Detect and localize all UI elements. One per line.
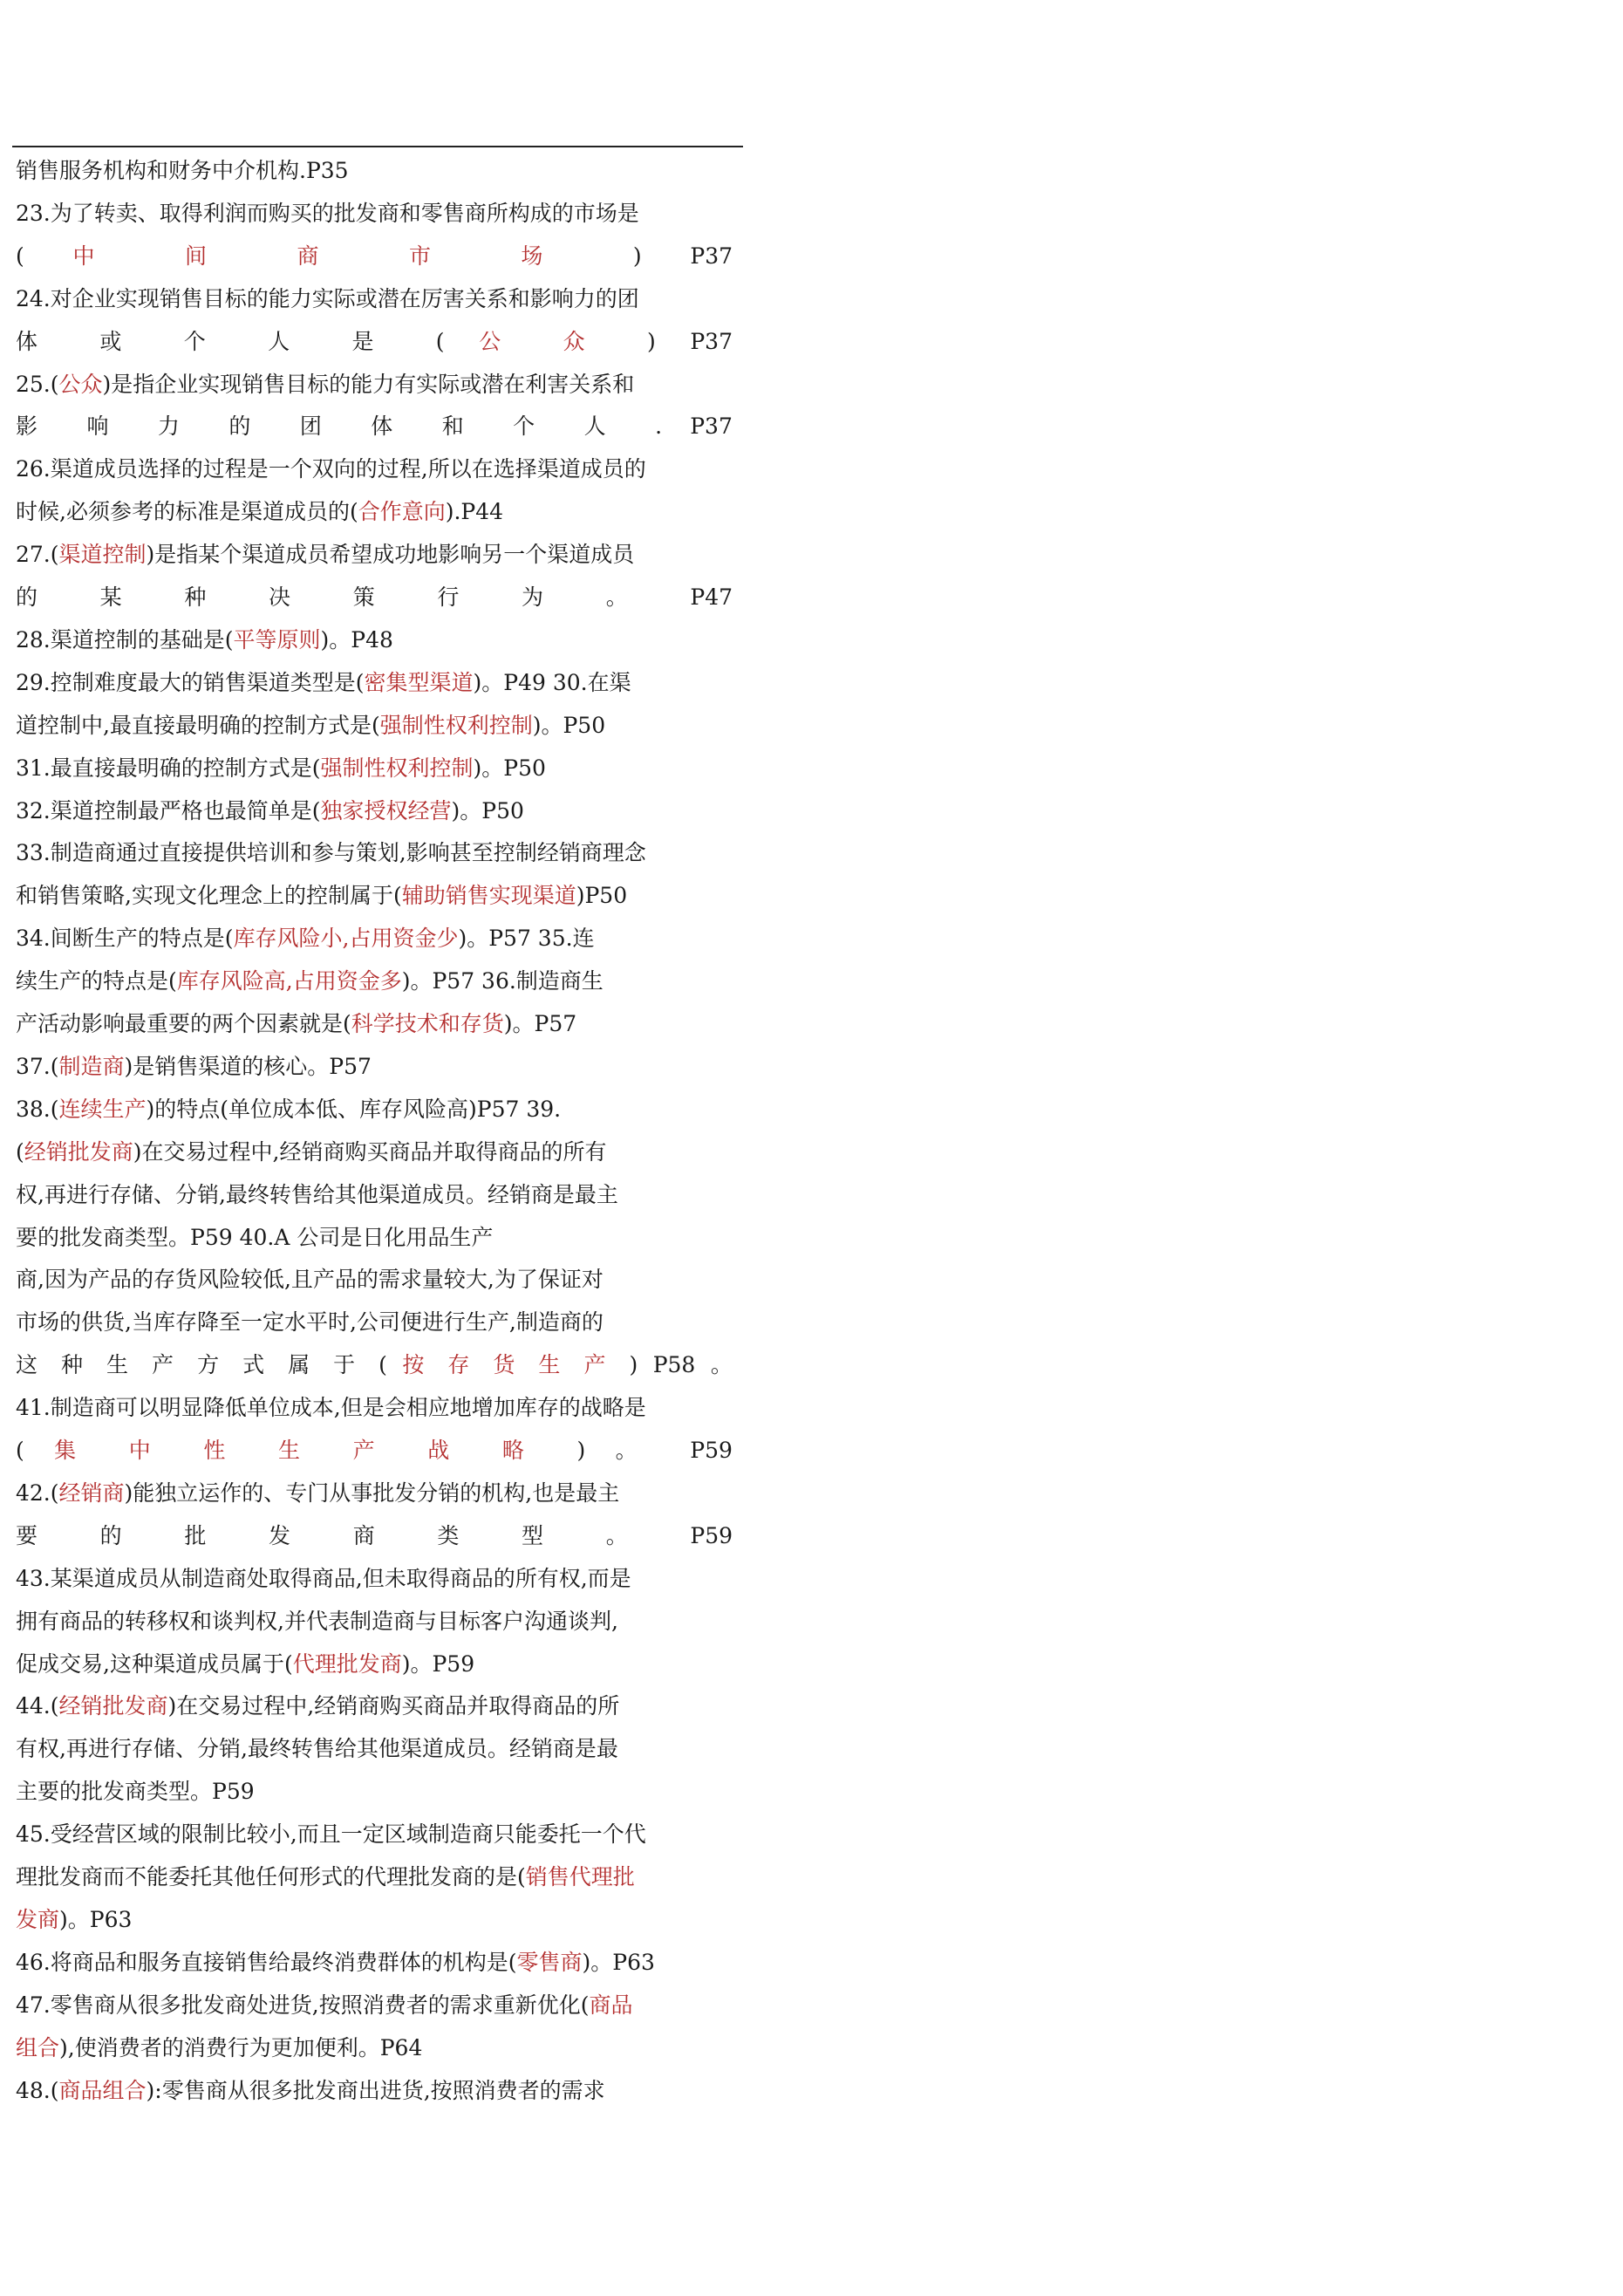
answer-text: 战 — [427, 1438, 473, 1463]
answer-text: 销售代理批 — [525, 1864, 635, 1889]
text-run: )。P48 — [320, 627, 393, 653]
text-run: 23.为了转卖、取得利润而购买的批发商和零售商所构成的市场是 — [16, 201, 639, 226]
text-line — [16, 834, 733, 872]
answer-text: 市 — [408, 243, 473, 269]
text-run: 38.( — [16, 1097, 59, 1122]
text-run: P37 — [690, 243, 733, 269]
text-run: 48.( — [16, 2078, 59, 2103]
text-run: )是指企业实现销售目标的能力有实际或潜在利害关系和 — [102, 372, 635, 397]
text-run: 销售服务机构和财务中介机构.P35 — [16, 158, 349, 183]
text-run: 续生产的特点是( — [16, 968, 177, 994]
text-run: 型 — [522, 1523, 571, 1548]
answer-text: 密集型渠道 — [364, 670, 474, 695]
text-line — [16, 1560, 733, 1598]
text-run: ) — [629, 1352, 638, 1377]
text-line — [16, 1901, 733, 1939]
text-run: 25.( — [16, 372, 59, 397]
text-run: )在交易过程中,经销商购买商品并取得商品的所 — [167, 1693, 620, 1719]
text-run: P47 — [690, 584, 733, 610]
text-run: 有权,再进行存储、分销,最终转售给其他渠道成员。经销商是最 — [16, 1736, 618, 1761]
answer-text: 渠道控制 — [58, 542, 147, 567]
text-run: 个 — [183, 329, 234, 354]
answer-text: 库存风险高,占用资金多 — [176, 968, 402, 994]
answer-text: 代理批发商 — [292, 1651, 402, 1677]
text-run: 权,再进行存储、分销,最终转售给其他渠道成员。经销商是最主 — [16, 1182, 618, 1207]
answer-text: 略 — [501, 1438, 548, 1463]
text-run: 44.( — [16, 1693, 59, 1719]
text-run: ).P44 — [445, 499, 504, 524]
text-run: 体 — [371, 413, 414, 439]
text-line — [16, 366, 733, 404]
text-run: )是指某个渠道成员希望成功地影响另一个渠道成员 — [146, 542, 635, 567]
text-run: 要 — [16, 1523, 65, 1548]
text-line — [16, 1048, 733, 1086]
text-run: ( — [16, 1139, 24, 1165]
text-run: 24.对企业实现销售目标的能力实际或潜在厉害关系和影响力的团 — [16, 286, 639, 311]
text-run: ),使消费者的消费行为更加便利。P64 — [59, 2035, 423, 2060]
text-run: 市场的供货,当库存降至一定水平时,公司便进行生产,制造商的 — [16, 1309, 604, 1335]
text-line — [16, 1773, 733, 1811]
text-line — [16, 2029, 733, 2067]
text-run: 46.将商品和服务直接销售给最终消费群体的机构是( — [16, 1950, 517, 1975]
text-run: 属 — [288, 1352, 318, 1377]
text-line — [16, 578, 733, 617]
answer-text: 辅助销售实现渠道 — [401, 883, 576, 908]
answer-text: 产 — [583, 1352, 614, 1377]
text-run: 28.渠道控制的基础是( — [16, 627, 234, 653]
text-run: 和销售策略,实现文化理念上的控制属于( — [16, 883, 402, 908]
text-run: ( — [435, 329, 445, 354]
answer-text: 强制性权利控制 — [320, 755, 474, 781]
text-run: )。P59 — [401, 1651, 475, 1677]
text-run: 26.渠道成员选择的过程是一个双向的过程,所以在选择渠道成员的 — [16, 456, 646, 482]
header-rule — [12, 146, 743, 147]
text-line — [16, 1730, 733, 1768]
text-line — [16, 237, 733, 276]
text-run: 发 — [269, 1523, 318, 1548]
answer-text: 强制性权利控制 — [379, 713, 533, 738]
text-line — [16, 1815, 733, 1854]
text-run: 。 — [615, 1438, 660, 1463]
answer-text: 发商 — [16, 1907, 60, 1932]
text-line — [16, 664, 733, 702]
answer-text: 众 — [563, 329, 613, 354]
text-line — [16, 707, 733, 745]
text-run: )的特点(单位成本低、库存风险高)P57 39. — [146, 1097, 562, 1122]
text-line — [16, 1219, 733, 1257]
text-run: 。 — [710, 1352, 733, 1377]
text-run: 时候,必须参考的标准是渠道成员的( — [16, 499, 358, 524]
text-run: 道控制中,最直接最明确的控制方式是( — [16, 713, 380, 738]
answer-text: 连续生产 — [58, 1097, 147, 1122]
text-run: 体 — [16, 329, 65, 354]
text-run: )。P57 — [503, 1011, 577, 1036]
text-run: 个 — [513, 413, 556, 439]
text-run: 某 — [99, 584, 150, 610]
text-line — [16, 962, 733, 1001]
text-line — [16, 1389, 733, 1427]
text-run: 和 — [441, 413, 485, 439]
text-run: ) — [646, 329, 656, 354]
answer-text: 性 — [203, 1438, 249, 1463]
text-run: 策 — [352, 584, 403, 610]
text-run: 影 — [16, 413, 59, 439]
text-run: 响 — [86, 413, 130, 439]
text-run: 47.零售商从很多批发商处进货,按照消费者的需求重新优化( — [16, 1992, 590, 2018]
text-run: ( — [16, 1438, 24, 1463]
text-line — [16, 1645, 733, 1684]
text-run: 团 — [299, 413, 344, 439]
text-run: 29.控制难度最大的销售渠道类型是( — [16, 670, 365, 695]
text-line — [16, 1517, 733, 1555]
text-run: 的 — [99, 1523, 150, 1548]
text-run: 37.( — [16, 1054, 59, 1079]
text-run: 这 — [16, 1352, 46, 1377]
answer-text: 产 — [352, 1438, 398, 1463]
answer-text: 库存风险小,占用资金少 — [233, 926, 459, 951]
text-line — [16, 195, 733, 233]
answer-text: 商 — [297, 243, 361, 269]
answer-text: 合作意向 — [358, 499, 446, 524]
text-line — [16, 877, 733, 915]
text-run: )能独立运作的、专门从事批发分销的机构,也是最主 — [124, 1480, 620, 1506]
text-run: 是 — [351, 329, 402, 354]
text-line — [16, 1346, 733, 1384]
text-line — [16, 1090, 733, 1129]
answer-text: 组合 — [16, 2035, 60, 2060]
text-run: 拥有商品的转移权和谈判权,并代表制造商与目标客户沟通谈判, — [16, 1609, 618, 1634]
text-line — [16, 1474, 733, 1513]
text-run: 生 — [106, 1352, 137, 1377]
answer-text: 商品 — [589, 1992, 633, 2018]
text-run: )在交易过程中,经销商购买商品并取得商品的所有 — [133, 1139, 607, 1165]
text-run: 类 — [437, 1523, 488, 1548]
answer-text: 集 — [54, 1438, 99, 1463]
text-run: 批 — [184, 1523, 235, 1548]
answer-text: 经销批发商 — [58, 1693, 168, 1719]
text-run: 商,因为产品的存货风险较低,且产品的需求量较大,为了保证对 — [16, 1267, 604, 1292]
answer-text: 存 — [447, 1352, 478, 1377]
text-run: 42.( — [16, 1480, 59, 1506]
text-line — [16, 536, 733, 574]
answer-text: 按 — [402, 1352, 433, 1377]
answer-text: 零售商 — [516, 1950, 583, 1975]
text-run: P59 — [690, 1523, 733, 1548]
text-line — [16, 2072, 733, 2110]
text-run: )是销售渠道的核心。P57 — [124, 1054, 372, 1079]
answer-text: 经销批发商 — [24, 1139, 133, 1165]
answer-text: 商品组合 — [58, 2078, 147, 2103]
text-run: )。P50 — [451, 798, 524, 823]
answer-text: 间 — [184, 243, 249, 269]
text-run: 促成交易,这种渠道成员属于( — [16, 1651, 293, 1677]
text-run: 力 — [157, 413, 201, 439]
text-run: 产 — [152, 1352, 182, 1377]
answer-text: 公众 — [58, 372, 103, 397]
text-run: 41.制造商可以明显降低单位成本,但是会相应地增加库存的战略是 — [16, 1395, 646, 1420]
answer-text: 科学技术和存货 — [351, 1011, 504, 1036]
text-run: 式 — [242, 1352, 273, 1377]
text-line — [16, 280, 733, 318]
text-line — [16, 1005, 733, 1043]
answer-text: 场 — [521, 243, 585, 269]
text-run: 。 — [605, 1523, 656, 1548]
text-run: 要的批发商类型。P59 40.A 公司是日化用品生产 — [16, 1225, 494, 1250]
text-run: )。P57 35.连 — [458, 926, 595, 951]
text-run: )P50 — [576, 883, 628, 908]
answer-text: 平等原则 — [233, 627, 321, 653]
text-run: ) — [576, 1438, 586, 1463]
answer-text: 制造商 — [58, 1054, 125, 1079]
answer-text: 中 — [72, 243, 137, 269]
text-run: )。P50 — [532, 713, 606, 738]
answer-text: 中 — [128, 1438, 174, 1463]
text-run: )。P50 — [473, 755, 546, 781]
text-line — [16, 450, 733, 489]
text-run: 于 — [333, 1352, 364, 1377]
text-run: 43.某渠道成员从制造商处取得商品,但未取得商品的所有权,而是 — [16, 1566, 631, 1591]
text-run: 商 — [352, 1523, 403, 1548]
text-line — [16, 152, 733, 190]
text-run: 人 — [583, 413, 627, 439]
answer-text: 公 — [479, 329, 528, 354]
text-run: 的 — [228, 413, 272, 439]
text-line — [16, 1303, 733, 1342]
text-run: P37 — [690, 413, 733, 439]
text-run: 33.制造商通过直接提供培训和参与策划,影响甚至控制经销商理念 — [16, 840, 646, 865]
text-line — [16, 407, 733, 446]
text-run: 行 — [437, 584, 488, 610]
text-run: 人 — [268, 329, 317, 354]
text-run: 产活动影响最重要的两个因素就是( — [16, 1011, 351, 1036]
answer-text: 生 — [277, 1438, 324, 1463]
text-run: 32.渠道控制最严格也最简单是( — [16, 798, 321, 823]
answer-text: 经销商 — [58, 1480, 125, 1506]
text-run: 理批发商而不能委托其他任何形式的代理批发商的是( — [16, 1864, 526, 1889]
text-line — [16, 1986, 733, 2025]
text-line — [16, 1944, 733, 1982]
text-line — [16, 749, 733, 788]
text-run: )。P57 36.制造商生 — [401, 968, 604, 994]
text-line — [16, 919, 733, 958]
text-run: ( — [378, 1352, 387, 1377]
answer-text: 独家授权经营 — [320, 798, 452, 823]
text-run: 34.间断生产的特点是( — [16, 926, 234, 951]
text-run: 主要的批发商类型。P59 — [16, 1779, 255, 1804]
text-line — [16, 323, 733, 361]
text-run: ( — [16, 243, 24, 269]
text-run: 。 — [605, 584, 656, 610]
text-run: P37 — [690, 329, 733, 354]
text-run: 的 — [16, 584, 65, 610]
text-run: 27.( — [16, 542, 59, 567]
answer-text: 货 — [493, 1352, 523, 1377]
text-run: )。P49 30.在渠 — [473, 670, 631, 695]
text-line — [16, 1687, 733, 1725]
text-line — [16, 621, 733, 659]
text-run: ):零售商从很多批发商出进货,按照消费者的需求 — [146, 2078, 605, 2103]
text-run: . — [655, 413, 663, 439]
text-line — [16, 1602, 733, 1641]
text-run: 为 — [522, 584, 571, 610]
text-run: 或 — [99, 329, 150, 354]
answer-text: 生 — [538, 1352, 569, 1377]
text-run: 31.最直接最明确的控制方式是( — [16, 755, 321, 781]
text-run: 种 — [184, 584, 235, 610]
text-line — [16, 1432, 733, 1470]
text-line — [16, 1176, 733, 1214]
text-run: 决 — [269, 584, 318, 610]
text-line — [16, 792, 733, 830]
text-run: )。P63 — [582, 1950, 655, 1975]
text-line — [16, 1858, 733, 1896]
text-run: ) — [632, 243, 642, 269]
text-run: )。P63 — [59, 1907, 133, 1932]
text-line — [16, 1133, 733, 1172]
text-run: 45.受经营区域的限制比较小,而且一定区域制造商只能委托一个代 — [16, 1821, 646, 1847]
text-run: 种 — [61, 1352, 92, 1377]
text-run: 方 — [197, 1352, 228, 1377]
text-run: P59 — [690, 1438, 733, 1463]
text-line — [16, 493, 733, 531]
text-run: P58 — [652, 1352, 696, 1377]
text-line — [16, 1261, 733, 1299]
